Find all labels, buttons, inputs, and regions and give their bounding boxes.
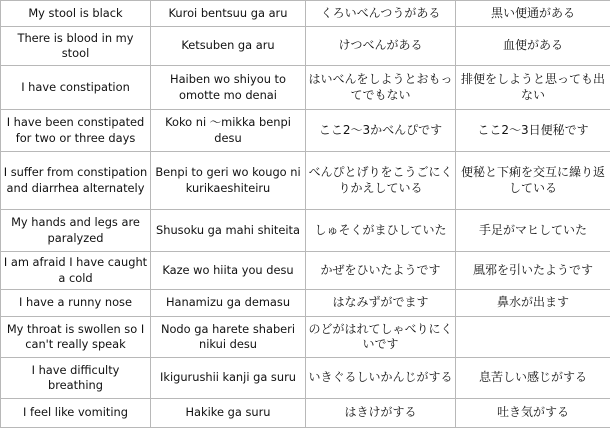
table-row [1,1,610,27]
romaji-cell: Koko ni 〜mikka benpi desu [151,110,306,152]
english-cell: I have a runny nose [1,290,151,317]
hiragana-cell: かぜをひいたようです [306,252,456,290]
table-row [1,66,610,110]
table-row [1,27,610,66]
romaji-cell: Shusoku ga mahi shiteita [151,210,306,252]
phrase-table-body [1,1,610,428]
romaji-cell: Hakike ga suru [151,399,306,428]
hiragana-cell: いきぐるしいかんじがする [306,358,456,399]
romaji-cell: Kuroi bentsuu ga aru [151,1,306,27]
kanji-cell: 吐き気がする [456,399,610,428]
kanji-cell: 手足がマヒしていた [456,210,610,252]
romaji-cell: Kaze wo hiita you desu [151,252,306,290]
romaji-cell: Benpi to geri wo kougo ni kurikaeshiteiru [151,152,306,210]
english-cell: My hands and legs are paralyzed [1,210,151,252]
romaji-cell: Ikigurushii kanji ga suru [151,358,306,399]
english-cell: I have been constipated for two or three days [1,110,151,152]
english-cell: My throat is swollen so I can't really speak [1,317,151,358]
hiragana-cell: のどがはれてしゃべりにくいです [306,317,456,358]
hiragana-cell: はなみずがでます [306,290,456,317]
kanji-cell: 排便をしようと思っても出ない [456,66,610,110]
romaji-cell: Haiben wo shiyou to omotte mo denai [151,66,306,110]
table-row [1,252,610,290]
table-row [1,210,610,252]
kanji-cell: ここ2〜3日便秘です [456,110,610,152]
english-cell: I have constipation [1,66,151,110]
hiragana-cell: しゅそくがまひしていた [306,210,456,252]
table-row [1,290,610,317]
table-row [1,152,610,210]
hiragana-cell: べんぴとげりをこうごにくりかえしている [306,152,456,210]
romaji-cell: Ketsuben ga aru [151,27,306,66]
hiragana-cell: けつべんがある [306,27,456,66]
romaji-cell: Nodo ga harete shaberi nikui desu [151,317,306,358]
kanji-cell: 血便がある [456,27,610,66]
table-row [1,399,610,428]
table-row [1,358,610,399]
hiragana-cell: ここ2〜3かべんぴです [306,110,456,152]
english-cell: I suffer from constipation and diarrhea alternately [1,152,151,210]
kanji-cell: 便秘と下痢を交互に繰り返している [456,152,610,210]
kanji-cell: 息苦しい感じがする [456,358,610,399]
english-cell: I feel like vomiting [1,399,151,428]
kanji-cell: 鼻水が出ます [456,290,610,317]
table-row [1,317,610,358]
hiragana-cell: はきけがする [306,399,456,428]
romaji-cell: Hanamizu ga demasu [151,290,306,317]
table-row [1,110,610,152]
english-cell: There is blood in my stool [1,27,151,66]
hiragana-cell: くろいべんつうがある [306,1,456,27]
english-cell: I have difficulty breathing [1,358,151,399]
english-cell: My stool is black [1,1,151,27]
english-cell: I am afraid I have caught a cold [1,252,151,290]
kanji-cell: 風邪を引いたようです [456,252,610,290]
kanji-cell [456,317,610,358]
kanji-cell: 黒い便通がある [456,1,610,27]
hiragana-cell: はいべんをしようとおもってでもない [306,66,456,110]
